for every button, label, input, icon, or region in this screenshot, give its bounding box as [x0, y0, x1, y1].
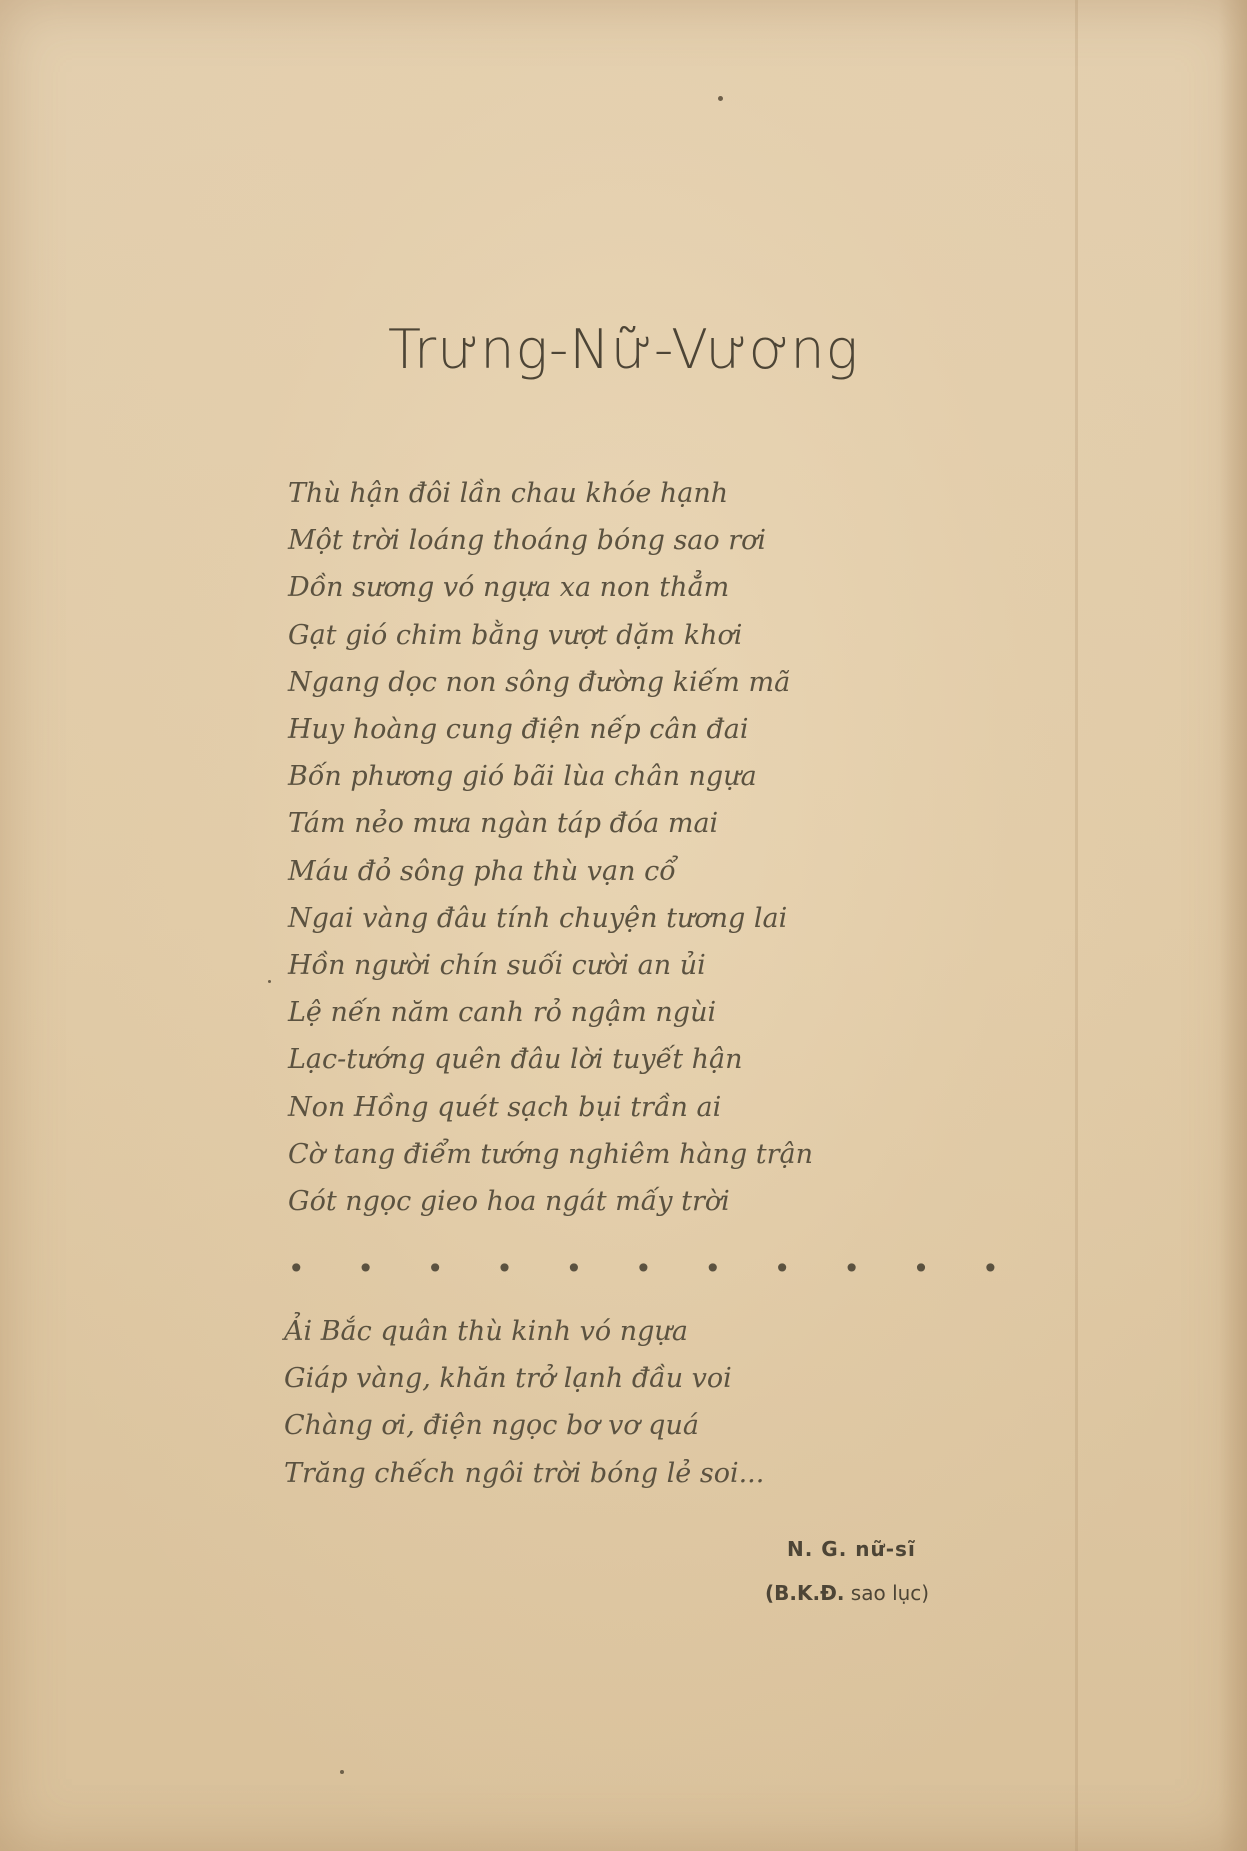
author-signature: N. G. nữ-sĩ: [787, 1537, 916, 1561]
poem-line: Bốn phương gió bãi lùa chân ngựa: [288, 761, 757, 793]
poem-line: Ải Bắc quân thù kinh vó ngựa: [284, 1316, 688, 1347]
credit-text: sao lục): [850, 1581, 930, 1605]
poem-line: Giáp vàng, khăn trở lạnh đầu voi: [284, 1363, 732, 1395]
poem-line: Dồn sương vó ngựa xa non thẳm: [288, 572, 730, 604]
poem-line: Lạc-tướng quên đâu lời tuyết hận: [288, 1044, 743, 1076]
paper-speck: [718, 96, 723, 101]
poem-line: Một trời loáng thoáng bóng sao rơi: [288, 525, 767, 557]
poem-line: Gót ngọc gieo hoa ngát mấy trời: [288, 1186, 730, 1218]
poem-line: Lệ nến năm canh rỏ ngậm ngùi: [288, 997, 717, 1029]
stanza-separator: • • • • • • • • • • •: [288, 1252, 1021, 1285]
poem-line: Trăng chếch ngôi trời bóng lẻ soi...: [284, 1457, 765, 1489]
poem-line: Thù hận đôi lần chau khóe hạnh: [288, 478, 729, 509]
poem-line: Máu đỏ sông pha thù vạn cổ: [288, 855, 676, 887]
poem-line: Tám nẻo mưa ngàn táp đóa mai: [288, 808, 719, 840]
poem-line: Hồn người chín suối cười an ủi: [288, 950, 706, 982]
poem-line: Huy hoàng cung điện nếp cân đai: [288, 714, 749, 746]
poem-line: Non Hồng quét sạch bụi trần ai: [288, 1091, 722, 1123]
poem-line: Ngai vàng đâu tính chuyện tương lai: [288, 902, 788, 934]
paper-speck: [340, 1770, 344, 1774]
transcription-credit: [765, 1581, 929, 1605]
credit-initials: (B.K.Đ.: [765, 1581, 845, 1605]
poem-stanza-final: [284, 1308, 984, 1497]
poem-title: Trưng-Nữ-Vương: [387, 318, 860, 381]
poem-stanza-main: [288, 470, 988, 1225]
poem-line: Chàng ơi, điện ngọc bơ vơ quá: [284, 1410, 699, 1442]
poem-line: Gạt gió chim bằng vượt dặm khơi: [288, 619, 743, 651]
paper-speck: [268, 980, 271, 983]
poem-line: Ngang dọc non sông đường kiếm mã: [288, 666, 791, 698]
paper-edge: [1219, 0, 1247, 1851]
paper-fold: [1075, 0, 1078, 1851]
poem-line: Cờ tang điểm tướng nghiêm hàng trận: [288, 1138, 814, 1170]
